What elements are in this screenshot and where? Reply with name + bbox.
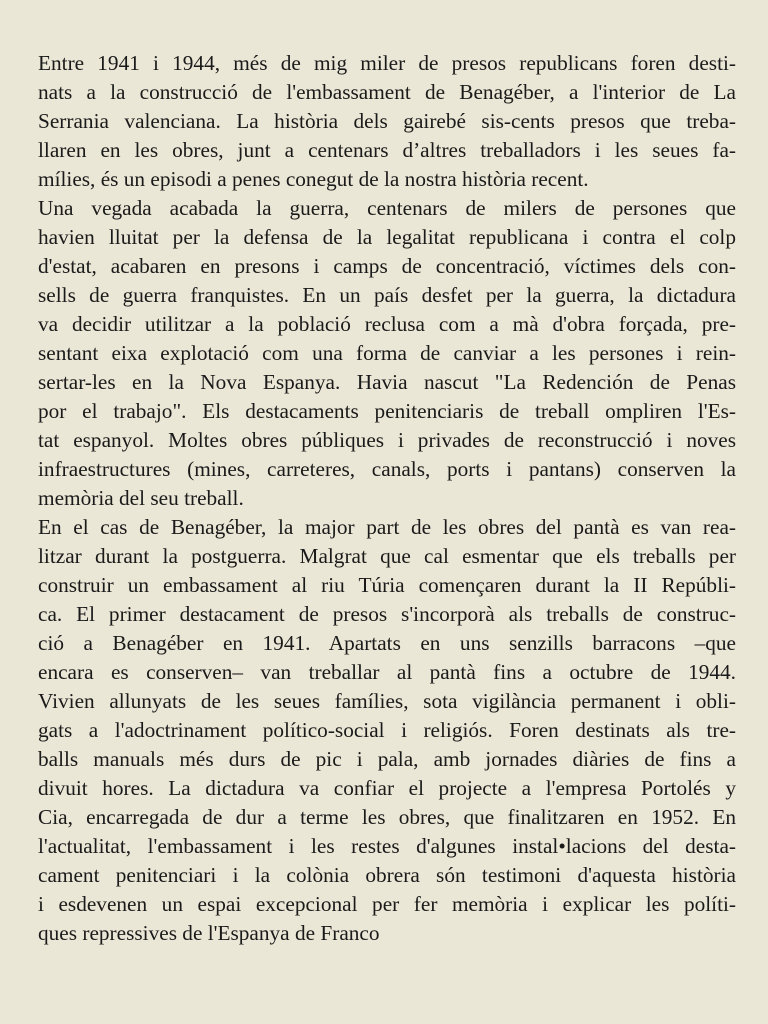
text-line: por el trabajo". Els destacaments penitenciaris de treball ompliren l'Es- xyxy=(38,399,736,423)
text-line: tat espanyol. Moltes obres públiques i privades de reconstrucció i noves xyxy=(38,428,736,452)
text-line: encara es conserven– van treballar al pantà fins a octubre de 1944. xyxy=(38,660,736,684)
text-line: ca. El primer destacament de presos s'incorporà als treballs de construc- xyxy=(38,602,736,626)
text-line: mílies, és un episodi a penes conegut de la nostra història recent. xyxy=(38,167,589,191)
text-line: ció a Benagéber en 1941. Apartats en uns senzills barracons –que xyxy=(38,631,736,655)
text-line: Entre 1941 i 1944, més de mig miler de presos republicans foren desti- xyxy=(38,51,736,75)
text-line: Cia, encarregada de dur a terme les obres, que finalitzaren en 1952. En xyxy=(38,805,736,829)
text-line: d'estat, acabaren en presons i camps de concentració, víctimes dels con- xyxy=(38,254,736,278)
text-line: sells de guerra franquistes. En un país desfet per la guerra, la dictadura xyxy=(38,283,736,307)
text-line: l'actualitat, l'embassament i les restes d'algunes instal•lacions del desta- xyxy=(38,834,736,858)
text-line: havien lluitat per la defensa de la legalitat republicana i contra el colp xyxy=(38,225,736,249)
paragraph-3 xyxy=(38,513,736,948)
text-line: Una vegada acabada la guerra, centenars de milers de persones que xyxy=(38,196,736,220)
paragraph-2 xyxy=(38,194,736,513)
text-line: i esdevenen un espai excepcional per fer memòria i explicar les políti- xyxy=(38,892,736,916)
paragraph-1 xyxy=(38,49,736,194)
text-line: nats a la construcció de l'embassament de Benagéber, a l'interior de La xyxy=(38,80,736,104)
text-line: divuit hores. La dictadura va confiar el projecte a l'empresa Portolés y xyxy=(38,776,736,800)
text-line: sertar-les en la Nova Espanya. Havia nascut "La Redención de Penas xyxy=(38,370,736,394)
text-line: llaren en les obres, junt a centenars d’altres treballadors i les seues fa- xyxy=(38,138,736,162)
text-line: gats a l'adoctrinament político-social i religiós. Foren destinats als tre- xyxy=(38,718,736,742)
text-line: sentant eixa explotació com una forma de canviar a les persones i rein- xyxy=(38,341,736,365)
text-line: cament penitenciari i la colònia obrera són testimoni d'aquesta història xyxy=(38,863,736,887)
text-line: construir un embassament al riu Túria començaren durant la II Repúbli- xyxy=(38,573,736,597)
document-body xyxy=(38,49,736,948)
text-line: ques repressives de l'Espanya de Franco xyxy=(38,921,380,945)
text-line: Serrania valenciana. La història dels gairebé sis-cents presos que treba- xyxy=(38,109,736,133)
text-line: va decidir utilitzar a la població reclusa com a mà d'obra forçada, pre- xyxy=(38,312,736,336)
text-line: Vivien allunyats de les seues famílies, sota vigilància permanent i obli- xyxy=(38,689,736,713)
text-line: litzar durant la postguerra. Malgrat que cal esmentar que els treballs per xyxy=(38,544,736,568)
text-line: En el cas de Benagéber, la major part de les obres del pantà es van rea- xyxy=(38,515,736,539)
text-line: memòria del seu treball. xyxy=(38,486,244,510)
text-line: infraestructures (mines, carreteres, canals, ports i pantans) conserven la xyxy=(38,457,736,481)
text-line: balls manuals més durs de pic i pala, amb jornades diàries de fins a xyxy=(38,747,736,771)
